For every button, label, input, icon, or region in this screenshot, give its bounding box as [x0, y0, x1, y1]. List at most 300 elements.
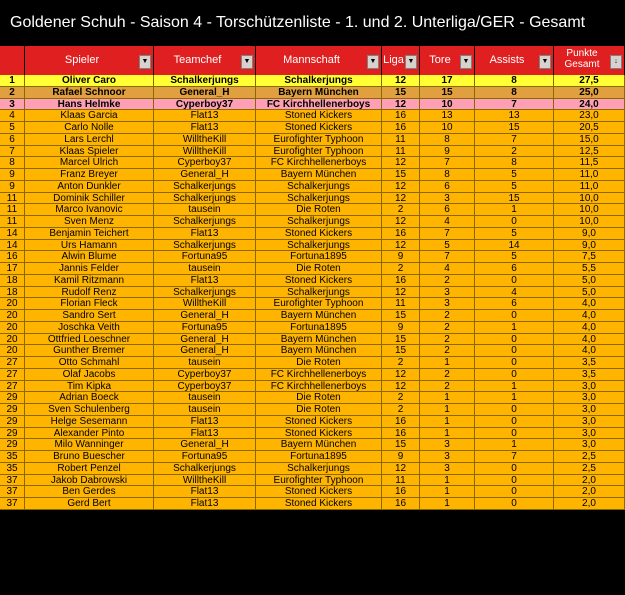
table-row: [0, 486, 625, 498]
filter-dropdown-icon[interactable]: ▼: [405, 55, 417, 69]
punkte-cell: 3,0: [554, 404, 625, 416]
punkte-cell: 7,5: [554, 251, 625, 263]
spieler-cell: Alwin Blume: [25, 251, 154, 263]
teamchef-cell: tausein: [154, 392, 256, 404]
filter-dropdown-icon[interactable]: ▼: [367, 55, 379, 69]
liga-cell: 15: [382, 87, 420, 99]
tore-cell: 4: [420, 263, 475, 275]
punkte-cell: 3,0: [554, 381, 625, 393]
header-mannschaft: [256, 46, 382, 75]
teamchef-cell: Schalkerjungs: [154, 216, 256, 228]
table-row: [0, 99, 625, 111]
filter-dropdown-icon[interactable]: ▼: [139, 55, 151, 69]
punkte-cell: 4,0: [554, 310, 625, 322]
mannschaft-cell: Eurofighter Typhoon: [256, 298, 382, 310]
table-row: [0, 498, 625, 510]
rank-cell: 35: [0, 451, 25, 463]
teamchef-cell: Flat13: [154, 228, 256, 240]
teamchef-cell: Schalkerjungs: [154, 463, 256, 475]
tore-cell: 1: [420, 404, 475, 416]
mannschaft-cell: Die Roten: [256, 263, 382, 275]
spieler-cell: Robert Penzel: [25, 463, 154, 475]
header-punkte-label: Punkte Gesamt: [564, 48, 600, 70]
liga-cell: 9: [382, 251, 420, 263]
table-row: [0, 345, 625, 357]
header-spieler-label: Spieler: [64, 54, 100, 66]
rank-cell: 5: [0, 122, 25, 134]
mannschaft-cell: FC Kirchhellenerboys: [256, 157, 382, 169]
punkte-cell: 10,0: [554, 193, 625, 205]
assists-cell: 8: [475, 157, 554, 169]
punkte-cell: 12,5: [554, 146, 625, 158]
punkte-cell: 2,0: [554, 475, 625, 487]
liga-cell: 12: [382, 216, 420, 228]
spieler-cell: Oliver Caro: [25, 75, 154, 87]
assists-cell: 0: [475, 416, 554, 428]
teamchef-cell: General_H: [154, 310, 256, 322]
spieler-cell: Ottfried Loeschner: [25, 334, 154, 346]
punkte-cell: 10,0: [554, 216, 625, 228]
mannschaft-cell: Schalkerjungs: [256, 216, 382, 228]
mannschaft-cell: Stoned Kickers: [256, 428, 382, 440]
assists-cell: 0: [475, 345, 554, 357]
spieler-cell: Marcel Ulrich: [25, 157, 154, 169]
spieler-cell: Marco Ivanovic: [25, 204, 154, 216]
liga-cell: 12: [382, 240, 420, 252]
table-row: [0, 322, 625, 334]
tore-cell: 2: [420, 322, 475, 334]
header-assists: [475, 46, 554, 75]
assists-cell: 0: [475, 486, 554, 498]
punkte-cell: 5,0: [554, 287, 625, 299]
liga-cell: 2: [382, 204, 420, 216]
punkte-cell: 4,0: [554, 345, 625, 357]
liga-cell: 16: [382, 428, 420, 440]
liga-cell: 9: [382, 322, 420, 334]
liga-cell: 9: [382, 451, 420, 463]
tore-cell: 2: [420, 334, 475, 346]
table-row: [0, 404, 625, 416]
teamchef-cell: Cyperboy37: [154, 157, 256, 169]
teamchef-cell: General_H: [154, 439, 256, 451]
spieler-cell: Dominik Schiller: [25, 193, 154, 205]
rank-cell: 3: [0, 99, 25, 111]
table-row: [0, 146, 625, 158]
liga-cell: 12: [382, 157, 420, 169]
tore-cell: 2: [420, 345, 475, 357]
assists-cell: 14: [475, 240, 554, 252]
teamchef-cell: WilltheKill: [154, 146, 256, 158]
teamchef-cell: Schalkerjungs: [154, 181, 256, 193]
rank-cell: 29: [0, 439, 25, 451]
assists-cell: 8: [475, 87, 554, 99]
mannschaft-cell: Bayern München: [256, 87, 382, 99]
punkte-cell: 3,0: [554, 392, 625, 404]
liga-cell: 11: [382, 298, 420, 310]
tore-cell: 1: [420, 428, 475, 440]
teamchef-cell: Fortuna95: [154, 251, 256, 263]
table-row: [0, 204, 625, 216]
teamchef-cell: Flat13: [154, 275, 256, 287]
tore-cell: 1: [420, 357, 475, 369]
punkte-cell: 20,5: [554, 122, 625, 134]
spieler-cell: Jannis Felder: [25, 263, 154, 275]
punkte-cell: 4,0: [554, 322, 625, 334]
table-header: [0, 46, 625, 75]
punkte-cell: 9,0: [554, 228, 625, 240]
teamchef-cell: Schalkerjungs: [154, 240, 256, 252]
spieler-cell: Anton Dunkler: [25, 181, 154, 193]
assists-cell: 0: [475, 334, 554, 346]
liga-cell: 12: [382, 381, 420, 393]
assists-cell: 0: [475, 475, 554, 487]
liga-cell: 15: [382, 345, 420, 357]
header-mannschaft-label: Mannschaft: [283, 54, 340, 66]
spieler-cell: Klaas Spieler: [25, 146, 154, 158]
mannschaft-cell: Die Roten: [256, 392, 382, 404]
teamchef-cell: Flat13: [154, 416, 256, 428]
mannschaft-cell: Bayern München: [256, 169, 382, 181]
teamchef-cell: Cyperboy37: [154, 381, 256, 393]
tore-cell: 2: [420, 310, 475, 322]
punkte-cell: 25,0: [554, 87, 625, 99]
spieler-cell: Franz Breyer: [25, 169, 154, 181]
assists-cell: 0: [475, 369, 554, 381]
table-row: [0, 451, 625, 463]
liga-cell: 16: [382, 498, 420, 510]
spieler-cell: Tim Kipka: [25, 381, 154, 393]
assists-cell: 7: [475, 134, 554, 146]
header-rank: [0, 46, 25, 75]
header-liga-label: Liga: [383, 54, 404, 66]
teamchef-cell: WilltheKill: [154, 134, 256, 146]
table-row: [0, 240, 625, 252]
punkte-cell: 5,5: [554, 263, 625, 275]
sort-desc-icon[interactable]: ↓: [610, 55, 622, 69]
mannschaft-cell: Bayern München: [256, 334, 382, 346]
table-row: [0, 287, 625, 299]
liga-cell: 15: [382, 169, 420, 181]
punkte-cell: 11,0: [554, 169, 625, 181]
spieler-cell: Alexander Pinto: [25, 428, 154, 440]
header-teamchef: [154, 46, 256, 75]
rank-cell: 37: [0, 498, 25, 510]
mannschaft-cell: Stoned Kickers: [256, 275, 382, 287]
punkte-cell: 4,0: [554, 298, 625, 310]
rank-cell: 29: [0, 404, 25, 416]
tore-cell: 5: [420, 240, 475, 252]
table-row: [0, 157, 625, 169]
tore-cell: 3: [420, 287, 475, 299]
rank-cell: 37: [0, 486, 25, 498]
assists-cell: 0: [475, 310, 554, 322]
mannschaft-cell: Fortuna1895: [256, 322, 382, 334]
mannschaft-cell: Eurofighter Typhoon: [256, 475, 382, 487]
teamchef-cell: Cyperboy37: [154, 369, 256, 381]
liga-cell: 15: [382, 439, 420, 451]
tore-cell: 3: [420, 439, 475, 451]
table-row: [0, 357, 625, 369]
tore-cell: 1: [420, 392, 475, 404]
assists-cell: 5: [475, 228, 554, 240]
spieler-cell: Helge Sesemann: [25, 416, 154, 428]
assists-cell: 6: [475, 298, 554, 310]
punkte-cell: 15,0: [554, 134, 625, 146]
liga-cell: 16: [382, 486, 420, 498]
table-row: [0, 369, 625, 381]
rank-cell: 29: [0, 428, 25, 440]
tore-cell: 1: [420, 498, 475, 510]
header-assists-label: Assists: [489, 54, 525, 66]
spieler-cell: Rudolf Renz: [25, 287, 154, 299]
assists-cell: 2: [475, 146, 554, 158]
rank-cell: 9: [0, 181, 25, 193]
mannschaft-cell: Die Roten: [256, 204, 382, 216]
punkte-cell: 27,5: [554, 75, 625, 87]
liga-cell: 11: [382, 146, 420, 158]
assists-cell: 5: [475, 251, 554, 263]
rank-cell: 18: [0, 287, 25, 299]
spieler-cell: Benjamin Teichert: [25, 228, 154, 240]
assists-cell: 0: [475, 216, 554, 228]
liga-cell: 15: [382, 310, 420, 322]
mannschaft-cell: Schalkerjungs: [256, 75, 382, 87]
liga-cell: 12: [382, 75, 420, 87]
table-row: [0, 381, 625, 393]
tore-cell: 2: [420, 275, 475, 287]
teamchef-cell: Fortuna95: [154, 451, 256, 463]
teamchef-cell: General_H: [154, 334, 256, 346]
mannschaft-cell: Schalkerjungs: [256, 181, 382, 193]
assists-cell: 4: [475, 287, 554, 299]
assists-cell: 6: [475, 263, 554, 275]
table-row: [0, 251, 625, 263]
header-punkte: [554, 46, 625, 75]
tore-cell: 7: [420, 251, 475, 263]
header-teamchef-label: Teamchef: [173, 54, 222, 66]
mannschaft-cell: Eurofighter Typhoon: [256, 146, 382, 158]
spieler-cell: Bruno Buescher: [25, 451, 154, 463]
punkte-cell: 4,0: [554, 334, 625, 346]
liga-cell: 2: [382, 404, 420, 416]
mannschaft-cell: Fortuna1895: [256, 451, 382, 463]
spieler-cell: Lars Lerchl: [25, 134, 154, 146]
assists-cell: 1: [475, 381, 554, 393]
teamchef-cell: Cyperboy37: [154, 99, 256, 111]
liga-cell: 15: [382, 334, 420, 346]
liga-cell: 12: [382, 99, 420, 111]
liga-cell: 2: [382, 263, 420, 275]
assists-cell: 15: [475, 193, 554, 205]
mannschaft-cell: FC Kirchhellenerboys: [256, 99, 382, 111]
filter-dropdown-icon[interactable]: ▼: [460, 55, 472, 69]
rank-cell: 37: [0, 475, 25, 487]
rank-cell: 2: [0, 87, 25, 99]
punkte-cell: 3,0: [554, 428, 625, 440]
liga-cell: 12: [382, 287, 420, 299]
assists-cell: 0: [475, 357, 554, 369]
tore-cell: 1: [420, 486, 475, 498]
mannschaft-cell: Bayern München: [256, 310, 382, 322]
tore-cell: 9: [420, 146, 475, 158]
spieler-cell: Olaf Jacobs: [25, 369, 154, 381]
tore-cell: 3: [420, 298, 475, 310]
spieler-cell: Rafael Schnoor: [25, 87, 154, 99]
assists-cell: 0: [475, 463, 554, 475]
rank-cell: 6: [0, 134, 25, 146]
rank-cell: 9: [0, 169, 25, 181]
liga-cell: 2: [382, 392, 420, 404]
spieler-cell: Urs Hamann: [25, 240, 154, 252]
filter-dropdown-icon[interactable]: ▼: [539, 55, 551, 69]
spieler-cell: Sandro Sert: [25, 310, 154, 322]
table-row: [0, 193, 625, 205]
rank-cell: 14: [0, 228, 25, 240]
rank-cell: 29: [0, 416, 25, 428]
mannschaft-cell: Stoned Kickers: [256, 110, 382, 122]
tore-cell: 6: [420, 204, 475, 216]
rank-cell: 1: [0, 75, 25, 87]
assists-cell: 0: [475, 275, 554, 287]
liga-cell: 16: [382, 228, 420, 240]
liga-cell: 16: [382, 122, 420, 134]
rank-cell: 18: [0, 275, 25, 287]
tore-cell: 2: [420, 381, 475, 393]
mannschaft-cell: Stoned Kickers: [256, 228, 382, 240]
rank-cell: 20: [0, 322, 25, 334]
tore-cell: 8: [420, 169, 475, 181]
mannschaft-cell: Schalkerjungs: [256, 193, 382, 205]
mannschaft-cell: FC Kirchhellenerboys: [256, 381, 382, 393]
liga-cell: 16: [382, 110, 420, 122]
table-row: [0, 428, 625, 440]
punkte-cell: 2,0: [554, 498, 625, 510]
teamchef-cell: tausein: [154, 404, 256, 416]
table-row: [0, 334, 625, 346]
spieler-cell: Kamil Ritzmann: [25, 275, 154, 287]
punkte-cell: 2,5: [554, 463, 625, 475]
tore-cell: 1: [420, 416, 475, 428]
spieler-cell: Gunther Bremer: [25, 345, 154, 357]
assists-cell: 1: [475, 392, 554, 404]
rank-cell: 16: [0, 251, 25, 263]
table-row: [0, 228, 625, 240]
rank-cell: 7: [0, 146, 25, 158]
tore-cell: 13: [420, 110, 475, 122]
table-row: [0, 475, 625, 487]
spieler-cell: Adrian Boeck: [25, 392, 154, 404]
spieler-cell: Ben Gerdes: [25, 486, 154, 498]
tore-cell: 7: [420, 157, 475, 169]
assists-cell: 1: [475, 322, 554, 334]
teamchef-cell: tausein: [154, 263, 256, 275]
assists-cell: 0: [475, 404, 554, 416]
teamchef-cell: WilltheKill: [154, 298, 256, 310]
mannschaft-cell: Stoned Kickers: [256, 498, 382, 510]
filter-dropdown-icon[interactable]: ▼: [241, 55, 253, 69]
mannschaft-cell: Schalkerjungs: [256, 287, 382, 299]
header-tore-label: Tore: [429, 54, 451, 66]
punkte-cell: 5,0: [554, 275, 625, 287]
table-row: [0, 263, 625, 275]
assists-cell: 13: [475, 110, 554, 122]
teamchef-cell: tausein: [154, 357, 256, 369]
table-row: [0, 416, 625, 428]
assists-cell: 15: [475, 122, 554, 134]
rank-cell: 35: [0, 463, 25, 475]
assists-cell: 7: [475, 99, 554, 111]
spieler-cell: Carlo Nolle: [25, 122, 154, 134]
spieler-cell: Jakob Dabrowski: [25, 475, 154, 487]
mannschaft-cell: Bayern München: [256, 439, 382, 451]
assists-cell: 5: [475, 169, 554, 181]
rank-cell: 4: [0, 110, 25, 122]
liga-cell: 12: [382, 369, 420, 381]
rank-cell: 11: [0, 204, 25, 216]
punkte-cell: 9,0: [554, 240, 625, 252]
header-spieler: [25, 46, 154, 75]
tore-cell: 15: [420, 87, 475, 99]
spieler-cell: Milo Wanninger: [25, 439, 154, 451]
tore-cell: 4: [420, 216, 475, 228]
teamchef-cell: General_H: [154, 87, 256, 99]
rank-cell: 14: [0, 240, 25, 252]
teamchef-cell: Flat13: [154, 428, 256, 440]
teamchef-cell: Schalkerjungs: [154, 75, 256, 87]
liga-cell: 12: [382, 193, 420, 205]
table-row: [0, 181, 625, 193]
spieler-cell: Otto Schmahl: [25, 357, 154, 369]
liga-cell: 16: [382, 416, 420, 428]
rank-cell: 27: [0, 381, 25, 393]
table-body: [0, 75, 625, 510]
assists-cell: 7: [475, 451, 554, 463]
rank-cell: 20: [0, 334, 25, 346]
rank-cell: 27: [0, 357, 25, 369]
mannschaft-cell: Die Roten: [256, 357, 382, 369]
table-row: [0, 310, 625, 322]
table-row: [0, 122, 625, 134]
assists-cell: 0: [475, 498, 554, 510]
assists-cell: 1: [475, 439, 554, 451]
table-row: [0, 216, 625, 228]
table-row: [0, 87, 625, 99]
table-row: [0, 275, 625, 287]
punkte-cell: 3,5: [554, 369, 625, 381]
teamchef-cell: General_H: [154, 169, 256, 181]
teamchef-cell: Flat13: [154, 486, 256, 498]
spieler-cell: Florian Fleck: [25, 298, 154, 310]
tore-cell: 6: [420, 181, 475, 193]
mannschaft-cell: Schalkerjungs: [256, 240, 382, 252]
punkte-cell: 23,0: [554, 110, 625, 122]
teamchef-cell: Flat13: [154, 110, 256, 122]
tore-cell: 3: [420, 463, 475, 475]
teamchef-cell: Schalkerjungs: [154, 193, 256, 205]
mannschaft-cell: Stoned Kickers: [256, 416, 382, 428]
tore-cell: 10: [420, 99, 475, 111]
tore-cell: 10: [420, 122, 475, 134]
table-row: [0, 110, 625, 122]
table-row: [0, 463, 625, 475]
table-row: [0, 75, 625, 87]
table-row: [0, 169, 625, 181]
tore-cell: 8: [420, 134, 475, 146]
spieler-cell: Gerd Bert: [25, 498, 154, 510]
teamchef-cell: Flat13: [154, 498, 256, 510]
table-row: [0, 439, 625, 451]
rank-cell: 8: [0, 157, 25, 169]
